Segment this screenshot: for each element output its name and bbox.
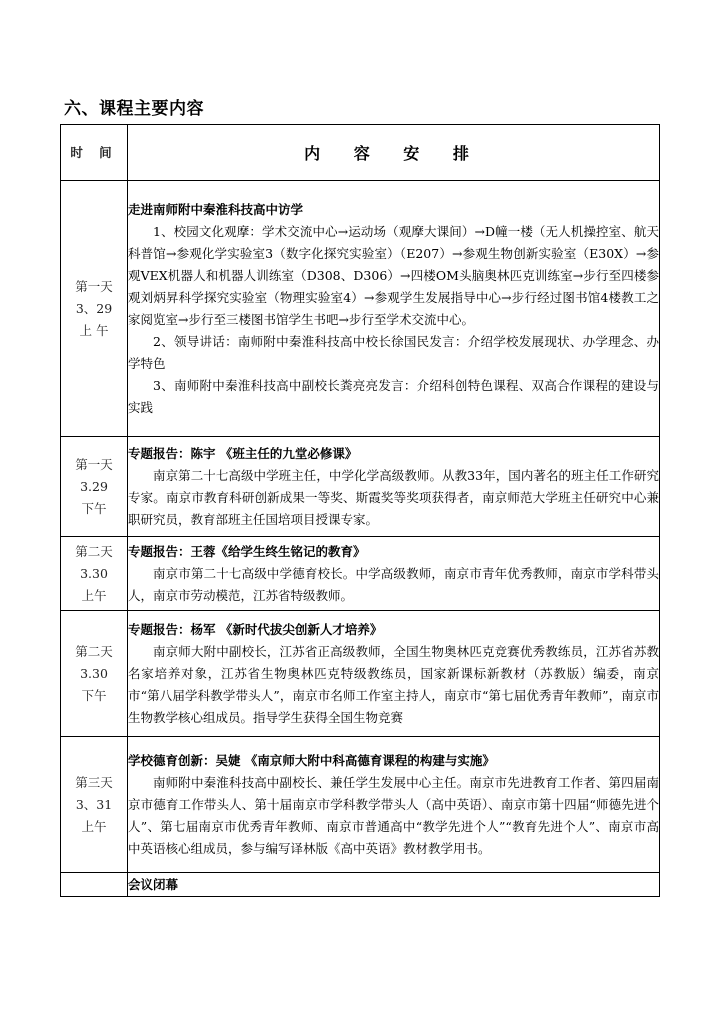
content-cell bbox=[128, 611, 660, 737]
time-date: 3.29 bbox=[80, 478, 108, 494]
session-title: 走进南师附中秦淮科技高中访学 bbox=[128, 201, 304, 217]
session-paragraph: 南京师大附中副校长，江苏省正高级教师，全国生物奥林匹克竞赛优秀教练员，江苏省苏教名家培养对象，江苏省生物奥林匹克特级教练员，国家新课标新教材（苏教版）编委，南京市“第八届学科教学带头人”，南京市名师工作室主持人，南京市“第七届优秀青年教师”，南京市生物教学核心组成员。指导学生获得全国生物竞赛 bbox=[128, 643, 659, 725]
table-row bbox=[61, 437, 660, 537]
session-paragraph: 南京第二十七高级中学班主任，中学化学高级教师。从教33年，国内著名的班主任工作研究专家。南京市教育科研创新成果一等奖、斯霞奖等奖项获得者，南京师范大学班主任研究中心兼职研究员，教育部班主任国培项目授课专家。 bbox=[128, 467, 659, 527]
table-row bbox=[61, 537, 660, 611]
table-row bbox=[61, 181, 660, 437]
session-title: 学校德育创新：吴婕 《南京师大附中科高德育课程的构建与实施》 bbox=[128, 752, 495, 768]
time-cell bbox=[61, 611, 128, 737]
time-date: 3.30 bbox=[80, 665, 108, 681]
time-day: 第二天 bbox=[75, 643, 113, 659]
session-paragraph: 3、南师附中秦淮科技高中副校长粪亮亮发言：介绍科创特色课程、双高合作课程的建设与实践 bbox=[128, 377, 659, 415]
time-day: 第三天 bbox=[75, 774, 113, 790]
time-cell bbox=[61, 181, 128, 437]
session-title: 专题报告：陈宇 《班主任的九堂必修课》 bbox=[128, 445, 358, 461]
time-day: 第二天 bbox=[75, 543, 113, 559]
time-cell bbox=[61, 737, 128, 873]
time-day: 第一天 bbox=[75, 278, 113, 294]
time-period: 下午 bbox=[81, 500, 107, 516]
time-cell bbox=[61, 873, 128, 897]
session-paragraph: 南师附中秦淮科技高中副校长、兼任学生发展中心主任。南京市先进教育工作者、第四届南京市德育工作带头人、第十届南京市学科教学带头人（高中英语）、南京市第十四届“师德先进个人”、第七届南京市优秀青年教师、南京市普通高中“教学先进个人”“教育先进个人”、南京市高中英语核心组成员，参与编写译林版《高中英语》教材教学用书。 bbox=[128, 774, 659, 856]
closing-title: 会议闭幕 bbox=[128, 876, 179, 892]
time-period: 上 午 bbox=[79, 322, 109, 338]
time-cell bbox=[61, 437, 128, 537]
table-row bbox=[61, 611, 660, 737]
time-period: 上午 bbox=[81, 818, 107, 834]
header-time: 时 间 bbox=[61, 125, 128, 181]
time-period: 下午 bbox=[81, 687, 107, 703]
content-cell bbox=[128, 181, 660, 437]
time-day: 第一天 bbox=[75, 456, 113, 472]
content-cell bbox=[128, 737, 660, 873]
session-paragraph: 南京市第二十七高级中学德育校长。中学高级教师，南京市青年优秀教师，南京市学科带头人，南京市劳动模范，江苏省特级教师。 bbox=[128, 565, 659, 603]
time-period: 上午 bbox=[81, 587, 107, 603]
session-title: 专题报告：王蓉《给学生终生铭记的教育》 bbox=[128, 543, 366, 559]
session-paragraph: 2、领导讲话：南师附中秦淮科技高中校长徐国民发言：介绍学校发展现状、办学理念、办学特色 bbox=[128, 333, 659, 371]
session-paragraph: 1、校园文化观摩：学术交流中心→运动场（观摩大课间）→D幢一楼（无人机操控室、航天科普馆→参观化学实验室3（数字化探究实验室）（E207）→参观生物创新实验室（E30X）→参观VEX机器人和机器人训练室（D308、D306）→四楼OM头脑奥林匹克训练室→步行至四楼参观刘炳昇科学探究实验室（物理实验室4）→参观学生发展指导中心→步行经过图书馆4楼教工之家阅览室→步行至三楼图书馆学生书吧→步行至学术交流中心。 bbox=[128, 223, 659, 327]
content-cell bbox=[128, 437, 660, 537]
time-date: 3、31 bbox=[75, 796, 113, 812]
time-date: 3.30 bbox=[80, 565, 108, 581]
content-cell bbox=[128, 873, 660, 897]
header-content: 内 容 安 排 bbox=[128, 125, 660, 181]
schedule-table bbox=[60, 124, 660, 897]
table-header-row bbox=[61, 125, 660, 181]
content-cell bbox=[128, 537, 660, 611]
section-heading: 六、课程主要内容 bbox=[64, 99, 204, 119]
session-title: 专题报告：杨军 《新时代拔尖创新人才培养》 bbox=[128, 621, 383, 637]
time-date: 3、29 bbox=[75, 300, 113, 316]
table-row bbox=[61, 873, 660, 897]
table-row bbox=[61, 737, 660, 873]
time-cell bbox=[61, 537, 128, 611]
